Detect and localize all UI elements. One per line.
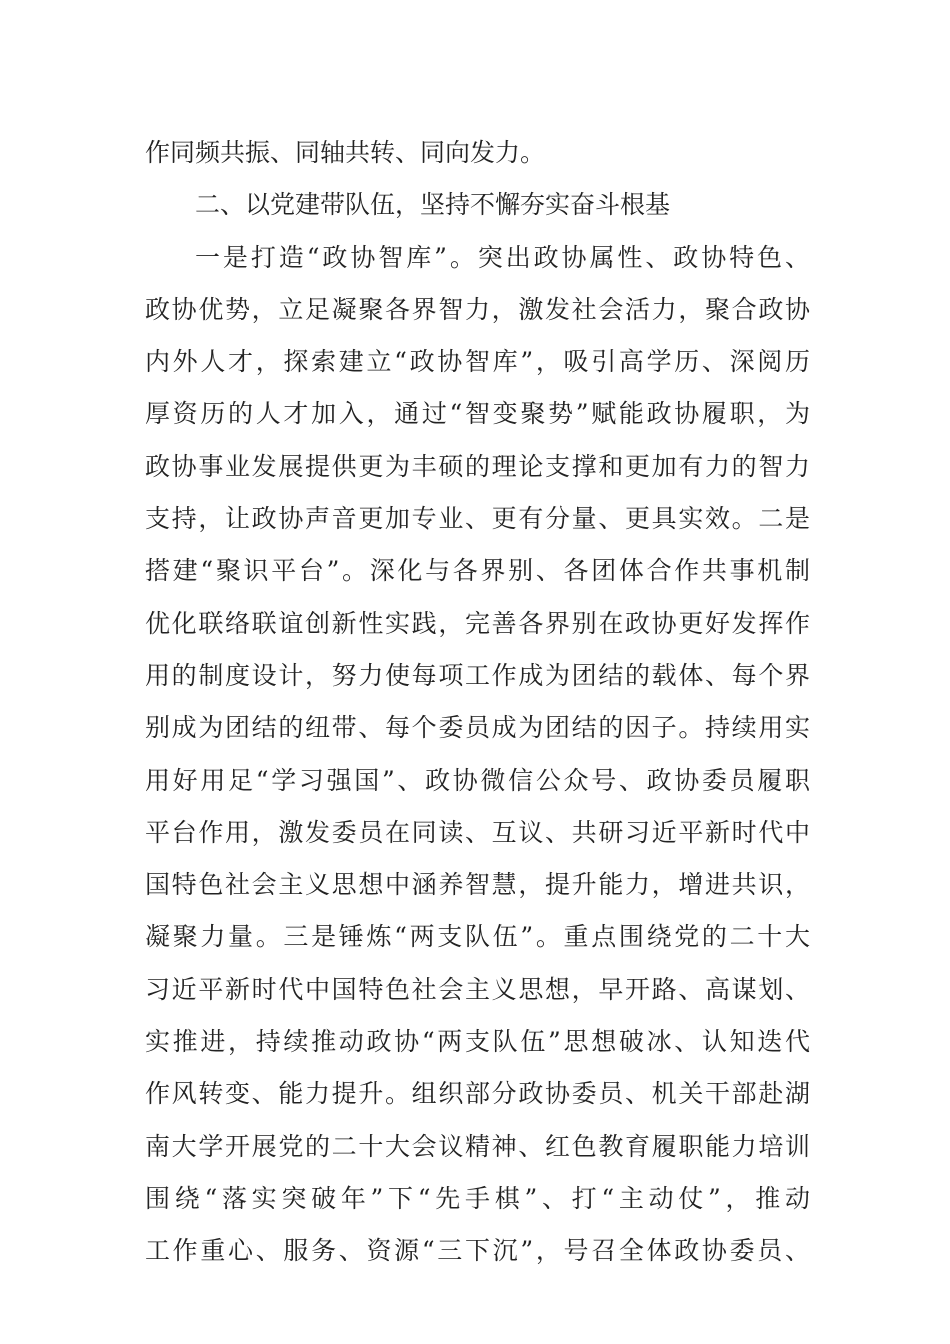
text-line: 一是打造“政协智库”。突出政协属性、政协特色、 xyxy=(195,242,810,272)
text-line: 内外人才，探索建立“政协智库”，吸引高学历、深阅历 xyxy=(145,347,810,377)
text-line: 厚资历的人才加入，通过“智变聚势”赋能政协履职，为 xyxy=(145,399,810,429)
text-line: 政协优势，立足凝聚各界智力，激发社会活力，聚合政协 xyxy=(145,294,810,324)
text-line: 作同频共振、同轴共转、同向发力。 xyxy=(145,138,546,167)
text-line: 习近平新时代中国特色社会主义思想，早开路、高谋划、 xyxy=(145,974,810,1004)
text-line: 优化联络联谊创新性实践，完善各界别在政协更好发挥作 xyxy=(145,608,810,638)
text-line: 别成为团结的纽带、每个委员成为团结的因子。持续用实 xyxy=(145,713,810,743)
text-line: 政协事业发展提供更为丰硕的理论支撑和更加有力的智力 xyxy=(145,451,810,481)
section-heading: 二、以党建带队伍，坚持不懈夯实奋斗根基 xyxy=(195,190,671,220)
text-line: 平台作用，激发委员在同读、互议、共研习近平新时代中 xyxy=(145,817,810,847)
text-line: 围绕“落实突破年”下“先手棋”、打“主动仗”，推动 xyxy=(145,1183,810,1213)
text-line: 作风转变、能力提升。组织部分政协委员、机关干部赴湖 xyxy=(145,1079,810,1109)
text-line: 用好用足“学习强国”、政协微信公众号、政协委员履职 xyxy=(145,765,810,795)
text-line: 国特色社会主义思想中涵养智慧，提升能力，增进共识， xyxy=(145,870,810,900)
text-line: 南大学开展党的二十大会议精神、红色教育履职能力培训 xyxy=(145,1131,810,1161)
text-line: 支持，让政协声音更加专业、更有分量、更具实效。二是 xyxy=(145,504,810,534)
text-line: 凝聚力量。三是锤炼“两支队伍”。重点围绕党的二十大 xyxy=(145,922,810,952)
text-line: 实推进，持续推动政协“两支队伍”思想破冰、认知迭代 xyxy=(145,1027,810,1057)
text-line: 搭建“聚识平台”。深化与各界别、各团体合作共事机制 xyxy=(145,556,810,586)
text-line: 用的制度设计，努力使每项工作成为团结的载体、每个界 xyxy=(145,660,810,690)
text-line: 工作重心、服务、资源“三下沉”，号召全体政协委员、 xyxy=(145,1236,810,1266)
body-text xyxy=(145,127,810,1278)
